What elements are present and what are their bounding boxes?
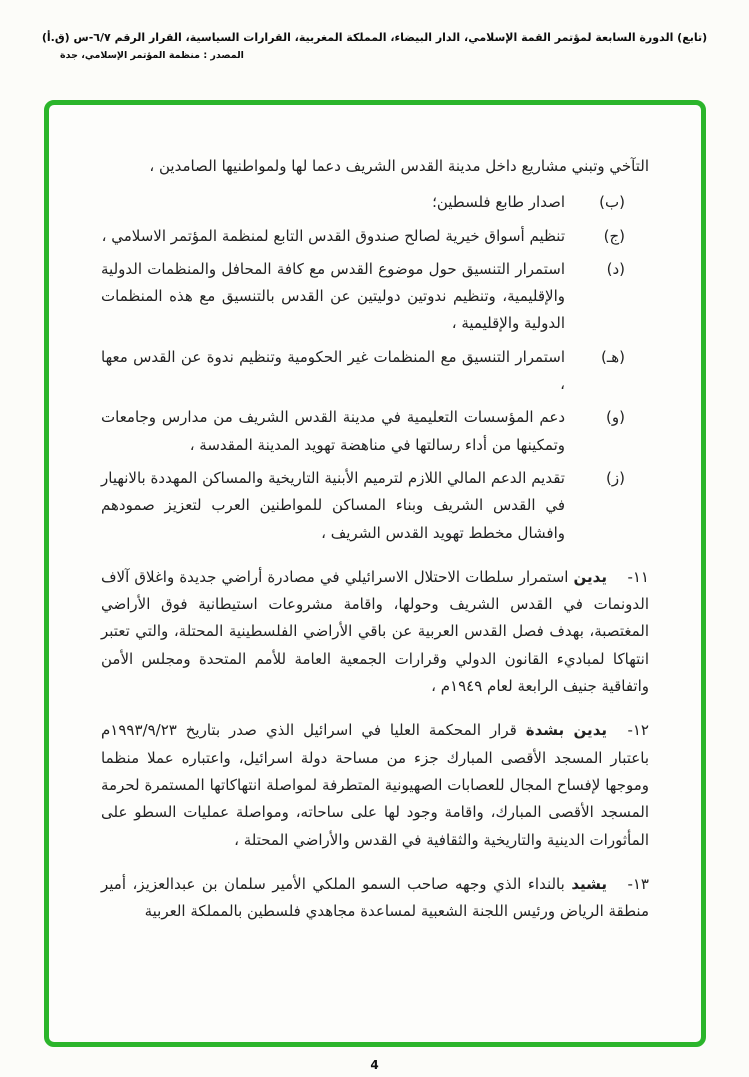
- item-paragraph: [101, 717, 649, 853]
- item-lead: يدين بشدة: [525, 721, 607, 740]
- document-header: [34, 30, 715, 61]
- numbered-item-12: [101, 717, 649, 853]
- item-marker: (هـ): [600, 347, 625, 366]
- lettered-item-h: [101, 344, 649, 399]
- item-marker: (ب): [599, 193, 625, 212]
- item-number: ١٢-: [627, 721, 649, 740]
- intro-paragraph: التآخي وتبني مشاريع داخل مدينة القدس الشريف دعما لها ولمواطنيها الصامدين ،: [149, 157, 649, 175]
- numbered-item-11: [101, 564, 649, 700]
- header-source-value: منظمة المؤتمر الإسلامي، جدة: [60, 49, 200, 61]
- numbered-item-13: [101, 871, 649, 926]
- lettered-item-d: [101, 256, 649, 338]
- item-paragraph: [101, 564, 649, 700]
- item-text: بالنداء الذي وجهه صاحب السمو الملكي الأمير سلمان بن عبدالعزيز، أمير منطقة الرياض ورئيس اللجنة الشعبية لمساعدة مجاهدي فلسطين بالمملكة العربية: [101, 874, 649, 921]
- item-marker: (و): [606, 408, 625, 427]
- item-text: اصدار طابع فلسطين؛: [432, 193, 565, 212]
- lettered-item-j: [101, 223, 649, 250]
- lettered-item-w: [101, 404, 649, 459]
- item-lead: يدين: [573, 567, 607, 586]
- header-title: (تابع) الدورة السابعة لمؤتمر القمة الإسلامي، الدار البيضاء، المملكة المغربية، القرارات السياسية، القرار الرقم ٦/٧-س (ق.أ): [41, 31, 708, 44]
- item-text: تقديم الدعم المالي اللازم لترميم الأبنية التاريخية والمساكن المهددة بالانهيار في القدس الشريف وبناء المساكن للمواطنين العرب لتعزيز صمودهم وافشال مخطط تهويد القدس الشريف ،: [101, 468, 565, 542]
- item-marker: (ج): [603, 226, 625, 245]
- header-source-label: المصدر :: [203, 49, 244, 61]
- item-text: قرار المحكمة العليا في اسرائيل الذي صدر بتاريخ ١٩٩٣/٩/٢٣م باعتبار المسجد الأقصى المبارك جزء من مساحة دولة اسرائيل، واعتباره عملا منظما وموجها لإفساح المجال للعصابات الصهيونية المتطرفة لمواصلة انتهاكاتها المستمرة لحرمة المسجد الأقصى المبارك، واقامة وجود لها على ساحاته، ومواصلة عمليات السطو على المأثورات الدينية والتاريخية والثقافية في القدس والأراضي المحتلة ،: [101, 721, 649, 849]
- resolution-text: [101, 153, 649, 1012]
- item-text: دعم المؤسسات التعليمية في مدينة القدس الشريف من مدارس وجامعات وتمكينها من أداء رسالتها في مناهضة تهويد المدينة المقدسة ،: [101, 408, 565, 454]
- item-marker: (د): [606, 259, 625, 278]
- item-text: استمرار التنسيق مع المنظمات غير الحكومية وتنظيم ندوة عن القدس معها ،: [101, 347, 565, 394]
- lettered-item-z: [101, 465, 649, 547]
- header-source: [34, 50, 715, 61]
- item-number: ١١-: [627, 567, 649, 586]
- item-marker: (ز): [606, 468, 625, 487]
- lettered-item-b: [101, 189, 649, 216]
- item-paragraph: [101, 871, 649, 926]
- page-number: 4: [370, 1058, 379, 1072]
- item-text: استمرار سلطات الاحتلال الاسرائيلي في مصادرة أراضي جديدة واغلاق آلاف الدونمات في القدس الشريف وحولها، واقامة مشروعات استيطانية فوق الأراضي المغتصبة، بهدف فصل القدس العربية عن باقي الأراضي الفلسطينية المحتلة، والتي تعتبر انتهاكا لمباديء القانون الدولي وقرارات الجمعية العامة للأمم المتحدة ومجلس الأمن واتفاقية جنيف الرابعة لعام ١٩٤٩م ،: [101, 567, 649, 696]
- item-number: ١٣-: [627, 874, 649, 893]
- item-lead: يشيد: [571, 874, 607, 893]
- item-text: تنظيم أسواق خيرية لصالح صندوق القدس التابع لمنظمة المؤتمر الاسلامي ،: [101, 226, 565, 245]
- content-frame: [44, 100, 706, 1047]
- item-text: استمرار التنسيق حول موضوع القدس مع كافة المحافل والمنظمات الدولية والإقليمية، وتنظيم ندوتين دوليتين عن القدس بالتنسيق مع هذه المنظمات الدولية والإقليمية ،: [101, 259, 565, 333]
